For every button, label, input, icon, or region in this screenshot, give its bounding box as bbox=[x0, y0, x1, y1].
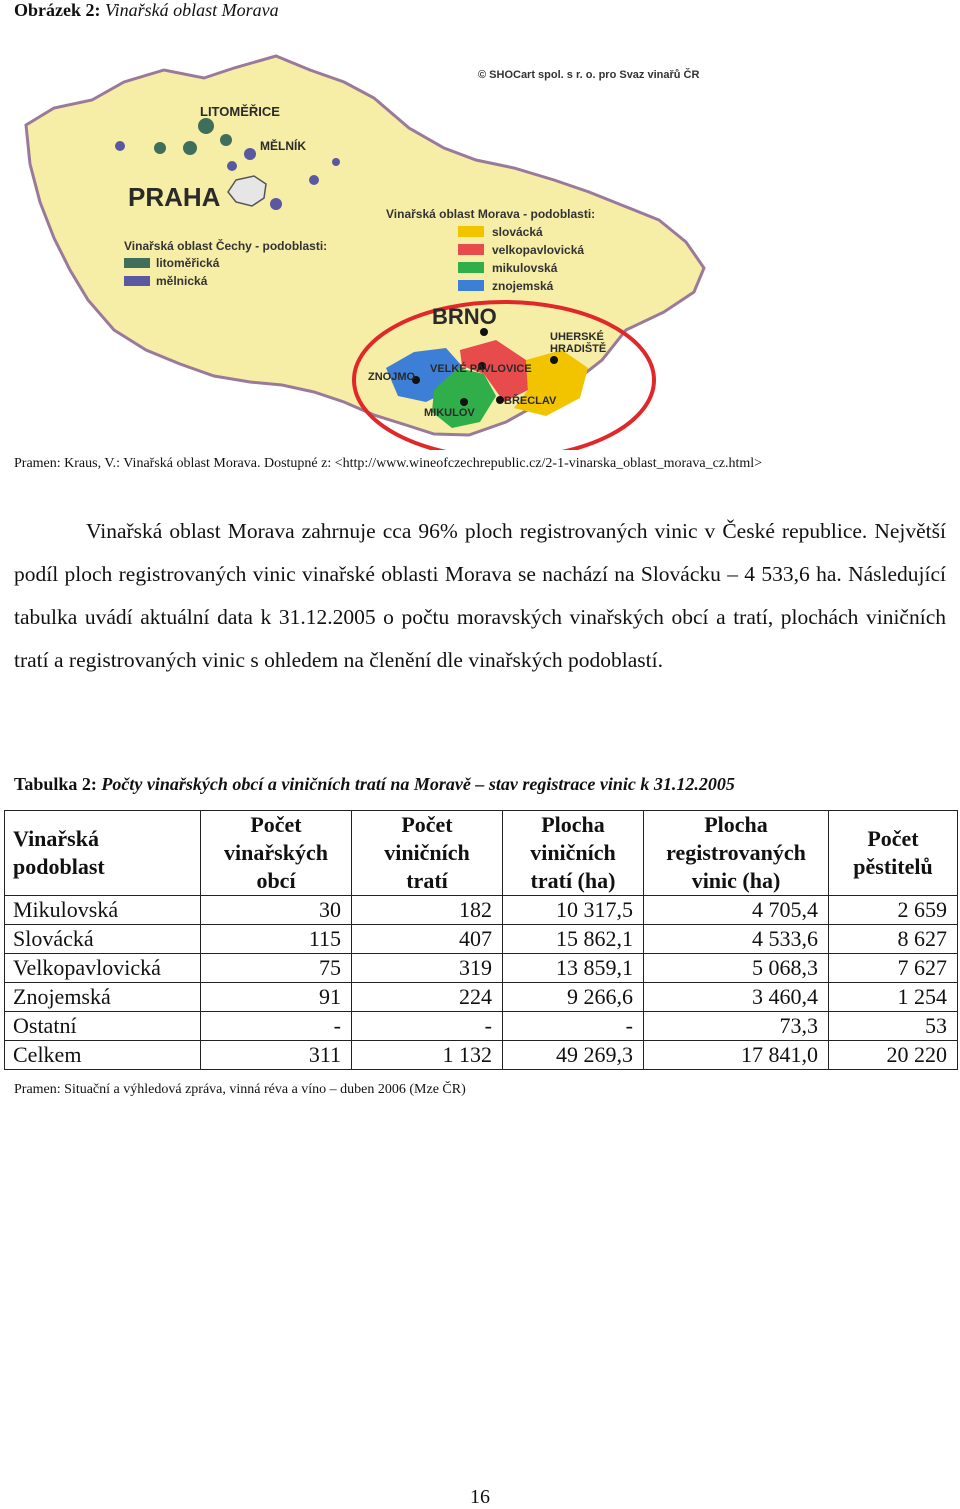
table-row bbox=[5, 1041, 958, 1070]
cell-plocha-trati: 13 859,1 bbox=[503, 954, 644, 983]
header-line: Počet bbox=[867, 826, 919, 851]
header-pocet-trati bbox=[352, 811, 503, 896]
city-dot-breclav bbox=[496, 396, 504, 404]
table-row bbox=[5, 983, 958, 1012]
header-plocha-trati bbox=[503, 811, 644, 896]
label-breclav: BŘECLAV bbox=[504, 395, 557, 407]
cell-pocet-pestitelu: 20 220 bbox=[829, 1041, 958, 1070]
body-paragraph-text: Vinařská oblast Morava zahrnuje cca 96% ploch registrovaných vinic v České republice. Největší podíl ploch registrovaných vinic vinařské oblasti Morava se nachází na Slovácku – 4 533,6 ha. Následující tabulka uvádí aktuální data k 31.12.2005 o počtu moravských vinařských obcí a tratí, plochách viničních tratí a registrovaných vinic s ohledem na členění dle vinařských podoblastí. bbox=[14, 519, 946, 672]
cell-podoblast: Celkem bbox=[5, 1041, 201, 1070]
legend-label-mikulovska: mikulovská bbox=[492, 261, 558, 275]
cell-podoblast: Velkopavlovická bbox=[5, 954, 201, 983]
legend-label-litomericka: litoměřická bbox=[156, 256, 220, 270]
page-number: 16 bbox=[470, 1486, 490, 1508]
cell-podoblast: Mikulovská bbox=[5, 896, 201, 925]
header-line: tratí bbox=[406, 868, 448, 893]
label-hradiste: HRADIŠTĚ bbox=[550, 343, 607, 355]
label-melnik: MĚLNÍK bbox=[260, 139, 306, 153]
city-dot-mikulov bbox=[460, 398, 468, 406]
table-row bbox=[5, 1012, 958, 1041]
cell-pocet-pestitelu: 53 bbox=[829, 1012, 958, 1041]
cell-pocet-trati: 224 bbox=[352, 983, 503, 1012]
header-line: viničních bbox=[384, 840, 470, 865]
figure-caption-label: Obrázek 2: bbox=[14, 0, 101, 20]
header-podoblast bbox=[5, 811, 201, 896]
header-line: Počet bbox=[401, 812, 453, 837]
header-pocet-obci bbox=[201, 811, 352, 896]
body-paragraph bbox=[14, 510, 946, 682]
legend-swatch-melnicka bbox=[124, 276, 150, 286]
melnicka-spot bbox=[309, 175, 319, 185]
melnicka-spot bbox=[244, 148, 256, 160]
cell-plocha-vinic: 4 705,4 bbox=[644, 896, 829, 925]
table-source: Pramen: Situační a výhledová zpráva, vinná réva a víno – duben 2006 (Mze ČR) bbox=[14, 1082, 466, 1097]
litomericka-spot bbox=[154, 142, 166, 154]
legend-swatch-velkopavlovicka bbox=[458, 244, 484, 255]
header-line: Počet bbox=[250, 812, 302, 837]
cell-plocha-trati: 9 266,6 bbox=[503, 983, 644, 1012]
table-caption-label: Tabulka 2: bbox=[14, 774, 97, 794]
header-line: tratí (ha) bbox=[530, 868, 616, 893]
moravia-wine-region-map bbox=[14, 30, 714, 450]
cell-pocet-obci: 91 bbox=[201, 983, 352, 1012]
table-caption-title: Počty vinařských obcí a viničních tratí na Moravě – stav registrace vinic k 31.12.2005 bbox=[101, 774, 735, 794]
table-header-row bbox=[5, 811, 958, 896]
legend-swatch-mikulovska bbox=[458, 262, 484, 273]
header-plocha-vinic bbox=[644, 811, 829, 896]
cell-podoblast: Slovácká bbox=[5, 925, 201, 954]
legend-label-melnicka: mělnická bbox=[156, 274, 208, 288]
melnicka-spot bbox=[332, 158, 340, 166]
litomericka-spot bbox=[220, 134, 232, 146]
legend-morava-title: Vinařská oblast Morava - podoblasti: bbox=[386, 207, 596, 221]
table-row bbox=[5, 925, 958, 954]
cell-plocha-vinic: 73,3 bbox=[644, 1012, 829, 1041]
cell-pocet-obci: - bbox=[201, 1012, 352, 1041]
table-row bbox=[5, 896, 958, 925]
cell-plocha-trati: 15 862,1 bbox=[503, 925, 644, 954]
cell-plocha-vinic: 17 841,0 bbox=[644, 1041, 829, 1070]
cell-plocha-vinic: 4 533,6 bbox=[644, 925, 829, 954]
label-mikulov: MIKULOV bbox=[424, 407, 475, 419]
cell-pocet-trati: 319 bbox=[352, 954, 503, 983]
header-line: podoblast bbox=[13, 854, 105, 879]
header-line: Plocha bbox=[704, 812, 768, 837]
header-line: registrovaných bbox=[666, 840, 806, 865]
label-znojmo: ZNOJMO bbox=[368, 371, 416, 383]
figure-source: Pramen: Kraus, V.: Vinařská oblast Morava. Dostupné z: <http://www.wineofczechrepublic.cz/2-1-vinarska_oblast_morava_cz.html> bbox=[14, 456, 763, 471]
city-dot-brno bbox=[480, 328, 488, 336]
header-line: Vinařská bbox=[13, 826, 99, 851]
legend-cechy-title: Vinařská oblast Čechy - podoblasti: bbox=[124, 239, 328, 253]
legend-label-znojemska: znojemská bbox=[492, 279, 554, 293]
cell-pocet-pestitelu: 8 627 bbox=[829, 925, 958, 954]
melnicka-spot bbox=[115, 141, 125, 151]
cell-podoblast: Ostatní bbox=[5, 1012, 201, 1041]
figure-caption-title: Vinařská oblast Morava bbox=[104, 0, 279, 20]
litomericka-spot bbox=[183, 141, 197, 155]
header-line: obcí bbox=[256, 868, 296, 893]
cell-pocet-trati: 182 bbox=[352, 896, 503, 925]
legend-label-slovacka: slovácká bbox=[492, 225, 543, 239]
legend-swatch-slovacka bbox=[458, 226, 484, 237]
city-dot-uherske-hradiste bbox=[550, 356, 558, 364]
map-copyright: © SHOCart spol. s r. o. pro Svaz vinařů ČR bbox=[478, 69, 700, 81]
wine-subregion-table bbox=[4, 810, 958, 1070]
cell-pocet-obci: 115 bbox=[201, 925, 352, 954]
cell-pocet-pestitelu: 1 254 bbox=[829, 983, 958, 1012]
header-line: vinic (ha) bbox=[691, 868, 781, 893]
label-praha: PRAHA bbox=[128, 182, 221, 212]
cell-plocha-trati: - bbox=[503, 1012, 644, 1041]
label-uherske: UHERSKÉ bbox=[550, 331, 604, 343]
figure-caption bbox=[14, 0, 279, 21]
cell-pocet-obci: 30 bbox=[201, 896, 352, 925]
cell-pocet-pestitelu: 7 627 bbox=[829, 954, 958, 983]
cell-pocet-trati: - bbox=[352, 1012, 503, 1041]
header-line: viničních bbox=[530, 840, 616, 865]
header-pocet-pestitelu bbox=[829, 811, 958, 896]
melnicka-spot bbox=[270, 198, 282, 210]
header-line: Plocha bbox=[541, 812, 605, 837]
legend-swatch-litomericka bbox=[124, 258, 150, 268]
label-brno: BRNO bbox=[432, 304, 497, 329]
cell-pocet-obci: 75 bbox=[201, 954, 352, 983]
cell-podoblast: Znojemská bbox=[5, 983, 201, 1012]
cell-pocet-obci: 311 bbox=[201, 1041, 352, 1070]
litomericka-spot bbox=[198, 118, 214, 134]
cell-plocha-vinic: 3 460,4 bbox=[644, 983, 829, 1012]
header-line: pěstitelů bbox=[853, 854, 933, 879]
cell-pocet-trati: 1 132 bbox=[352, 1041, 503, 1070]
cell-plocha-trati: 49 269,3 bbox=[503, 1041, 644, 1070]
cell-pocet-trati: 407 bbox=[352, 925, 503, 954]
cell-plocha-vinic: 5 068,3 bbox=[644, 954, 829, 983]
cell-pocet-pestitelu: 2 659 bbox=[829, 896, 958, 925]
legend-label-velkopavlovicka: velkopavlovická bbox=[492, 243, 585, 257]
melnicka-spot bbox=[227, 161, 237, 171]
cell-plocha-trati: 10 317,5 bbox=[503, 896, 644, 925]
label-velke-pavlovice: VELKÉ PAVLOVICE bbox=[430, 363, 532, 375]
legend-swatch-znojemska bbox=[458, 280, 484, 291]
table-row bbox=[5, 954, 958, 983]
table-caption bbox=[14, 774, 735, 795]
label-litomerice: LITOMĚŘICE bbox=[200, 104, 280, 119]
header-line: vinařských bbox=[224, 840, 328, 865]
